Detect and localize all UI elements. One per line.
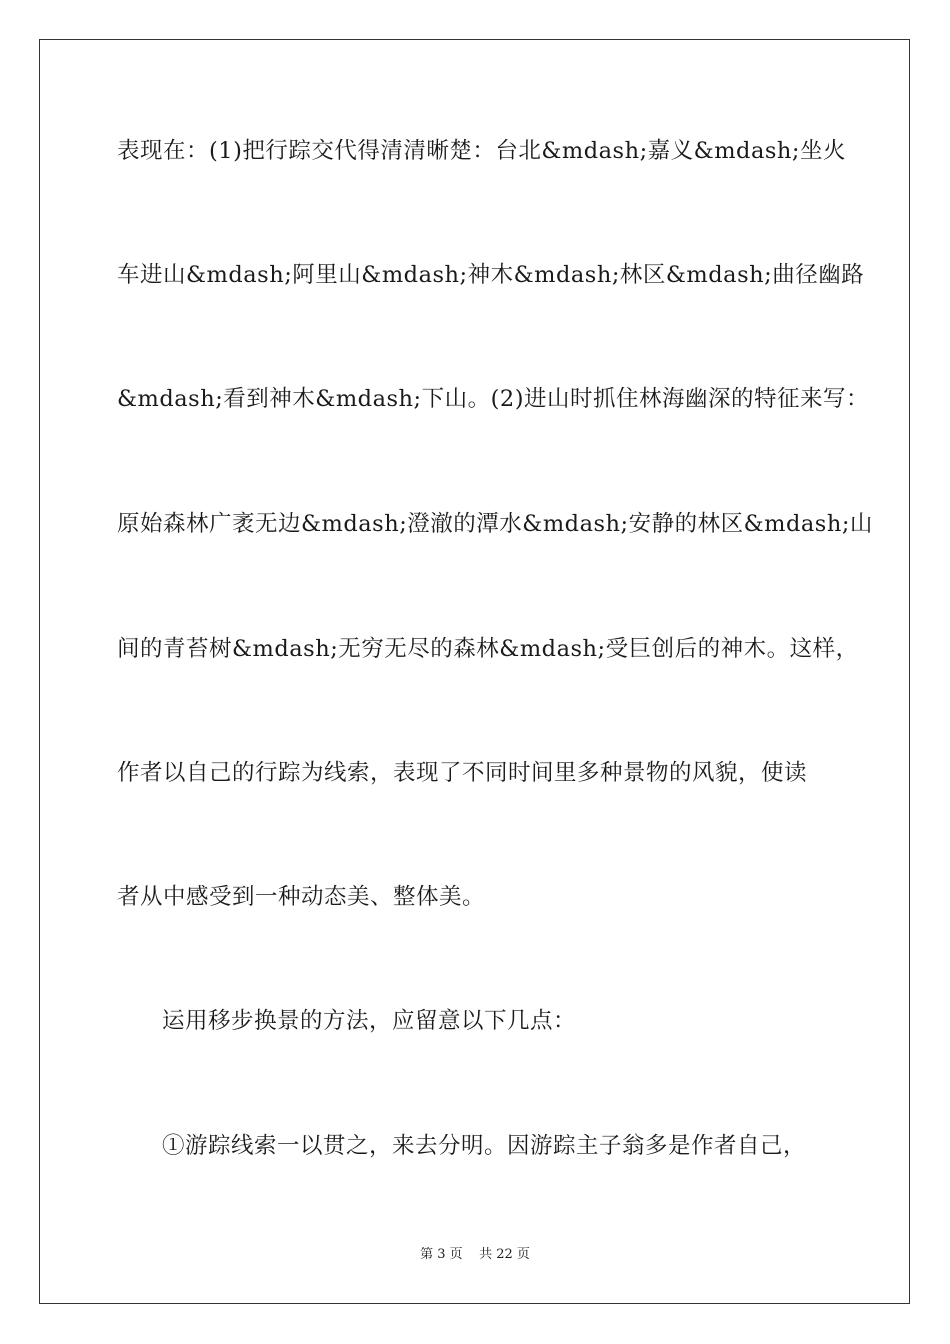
page-number-footer: 第 3 页 共 22 页 [420, 1247, 530, 1262]
paragraph-line-3: &mdash;看到神木&mdash;下山。(2)进山时抓住林海幽深的特征来写： [117, 386, 869, 412]
paragraph-line-9: ①游踪线索一以贯之，来去分明。因游踪主子翁多是作者自己， [162, 1133, 807, 1159]
paragraph-line-7: 者从中感受到一种动态美、整体美。 [117, 884, 486, 910]
paragraph-line-2: 车进山&mdash;阿里山&mdash;神木&mdash;林区&mdash;曲径幽路 [117, 262, 865, 288]
paragraph-line-5: 间的青苔树&mdash;无穷无尽的森林&mdash;受巨创后的神木。这样， [117, 636, 859, 662]
paragraph-line-1: 表现在：(1)把行踪交代得清清晰楚：台北&mdash;嘉义&mdash;坐火 [117, 138, 846, 164]
paragraph-line-6: 作者以自己的行踪为线索，表现了不同时间里多种景物的风貌，使读 [117, 760, 808, 786]
paragraph-line-4: 原始森林广袤无边&mdash;澄澈的潭水&mdash;安静的林区&mdash;山 [117, 511, 873, 537]
page-border [39, 39, 910, 1304]
paragraph-line-8: 运用移步换景的方法，应留意以下几点： [162, 1008, 577, 1034]
